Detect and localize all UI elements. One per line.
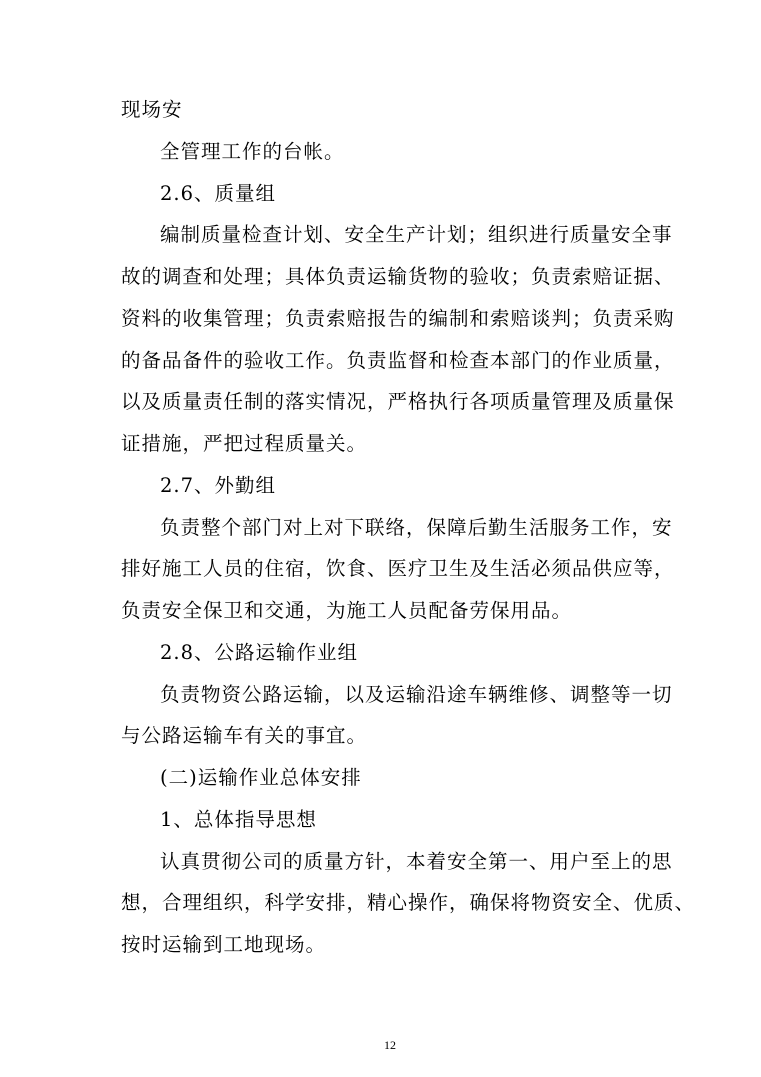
text-line: 2.6、质量组: [160, 181, 277, 205]
text-line: 负责物资公路运输，以及运输沿途车辆维修、调整等一切: [160, 682, 673, 706]
text-line: 2.7、外勤组: [160, 473, 277, 497]
text-line: 按时运输到工地现场。: [121, 933, 327, 956]
text-line: (二)运输作业总体安排: [160, 766, 362, 789]
text-line: 故的调查和处理；具体负责运输货物的验收；负责索赔证据、: [121, 265, 675, 288]
text-line: 认真贯彻公司的质量方针，本着安全第一、用户至上的思: [160, 849, 673, 873]
text-line: 现场安: [121, 98, 183, 121]
text-line: 想，合理组织，科学安排，精心操作，确保将物资安全、优质、: [121, 891, 696, 915]
text-line: 负责安全保卫和交通，为施工人员配备劳保用品。: [121, 599, 573, 622]
text-line: 与公路运输车有关的事宜。: [121, 724, 368, 748]
page-number: 12: [384, 1038, 396, 1052]
text-line: 编制质量检查计划、安全生产计划；组织进行质量安全事: [160, 223, 673, 247]
text-line: 负责整个部门对上对下联络，保障后勤生活服务工作，安: [160, 515, 673, 539]
text-line: 资料的收集管理；负责索赔报告的编制和索赔谈判；负责采购: [121, 306, 675, 330]
text-line: 2.8、公路运输作业组: [160, 640, 359, 664]
text-line: 排好施工人员的住宿，饮食、医疗卫生及生活必须品供应等，: [121, 557, 675, 581]
text-line: 全管理工作的台帐。: [160, 139, 345, 163]
text-line: 的备品备件的验收工作。负责监督和检查本部门的作业质量，: [121, 348, 675, 372]
text-line: 1、总体指导思想: [160, 807, 317, 831]
text-line: 以及质量责任制的落实情况，严格执行各项质量管理及质量保: [121, 390, 675, 414]
text-line: 证措施，严把过程质量关。: [121, 432, 368, 455]
